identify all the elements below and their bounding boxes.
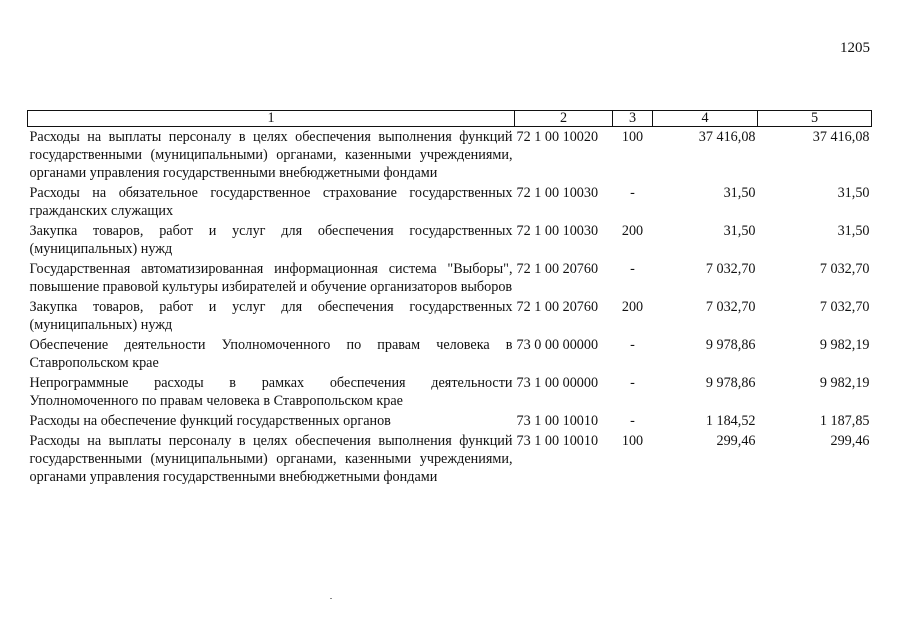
row-value-4: 299,46 <box>716 433 756 449</box>
table-row <box>28 431 872 487</box>
row-code: 72 1 00 10030 <box>516 223 599 239</box>
row-code: 73 1 00 10010 <box>516 433 599 449</box>
table-row <box>28 127 872 184</box>
row-code: 72 1 00 20760 <box>516 299 599 315</box>
row-value-5: 31,50 <box>837 185 870 201</box>
row-type: - <box>630 375 635 391</box>
header-row <box>28 111 872 127</box>
row-value-5: 31,50 <box>837 223 870 239</box>
header-col-3: 3 <box>613 111 653 127</box>
row-value-4: 9 978,86 <box>705 375 756 391</box>
row-name: Расходы на обеспечение функций государственных органов <box>29 413 391 429</box>
row-type: - <box>630 337 635 353</box>
table-body <box>28 127 872 488</box>
row-value-5: 7 032,70 <box>819 261 870 277</box>
row-type: 100 <box>621 129 644 145</box>
row-value-4: 9 978,86 <box>705 337 756 353</box>
row-type: 200 <box>621 299 644 315</box>
row-value-5: 7 032,70 <box>819 299 870 315</box>
row-name: Закупка товаров, работ и услуг для обеспечения государственных (муниципальных) нужд <box>29 223 513 257</box>
table-header <box>28 111 872 127</box>
row-code: 72 1 00 10030 <box>516 185 599 201</box>
row-code: 72 1 00 20760 <box>516 261 599 277</box>
header-col-4: 4 <box>653 111 758 127</box>
header-col-1: 1 <box>28 111 515 127</box>
row-type: - <box>630 413 635 429</box>
row-name: Расходы на выплаты персоналу в целях обеспечения выполнения функций государственными (муниципальными) органами, казенными учреждениями, органами управления государственными внебюджетными фондами <box>29 129 513 181</box>
row-type: - <box>630 261 635 277</box>
row-value-4: 37 416,08 <box>698 129 756 145</box>
row-type: 100 <box>621 433 644 449</box>
row-value-4: 1 184,52 <box>705 413 756 429</box>
row-name: Расходы на обязательное государственное страхование государственных гражданских служащих <box>29 185 513 219</box>
table-row <box>28 259 872 297</box>
row-code: 73 1 00 10010 <box>516 413 599 429</box>
row-value-5: 1 187,85 <box>819 413 870 429</box>
row-name: Расходы на выплаты персоналу в целях обеспечения выполнения функций государственными (муниципальными) органами, казенными учреждениями, органами управления государственными внебюджетными фондами <box>29 433 513 485</box>
header-col-5: 5 <box>758 111 872 127</box>
header-col-2: 2 <box>515 111 613 127</box>
page-number: 1205 <box>840 40 870 56</box>
row-code: 73 1 00 00000 <box>516 375 599 391</box>
budget-table <box>27 110 872 487</box>
row-value-5: 299,46 <box>830 433 870 449</box>
row-name: Государственная автоматизированная информационная система "Выборы", повышение правовой культуры избирателей и обучение организаторов выборов <box>29 261 513 295</box>
row-code: 72 1 00 10020 <box>516 129 599 145</box>
row-type: - <box>630 185 635 201</box>
table-row <box>28 183 872 221</box>
table-row <box>28 373 872 411</box>
row-value-5: 37 416,08 <box>812 129 870 145</box>
row-type: 200 <box>621 223 644 239</box>
table-row <box>28 335 872 373</box>
table-row <box>28 297 872 335</box>
row-name: Закупка товаров, работ и услуг для обеспечения государственных (муниципальных) нужд <box>29 299 513 333</box>
row-value-5: 9 982,19 <box>819 375 870 391</box>
row-name: Обеспечение деятельности Уполномоченного по правам человека в Ставропольском крае <box>29 337 513 371</box>
row-value-4: 31,50 <box>723 223 756 239</box>
row-code: 73 0 00 00000 <box>516 337 599 353</box>
table-row <box>28 221 872 259</box>
table-row <box>28 411 872 431</box>
row-value-4: 7 032,70 <box>705 299 756 315</box>
scan-speck <box>330 598 332 599</box>
row-value-4: 7 032,70 <box>705 261 756 277</box>
row-name: Непрограммные расходы в рамках обеспечения деятельности Уполномоченного по правам человека в Ставропольском крае <box>29 375 513 409</box>
row-value-5: 9 982,19 <box>819 337 870 353</box>
row-value-4: 31,50 <box>723 185 756 201</box>
